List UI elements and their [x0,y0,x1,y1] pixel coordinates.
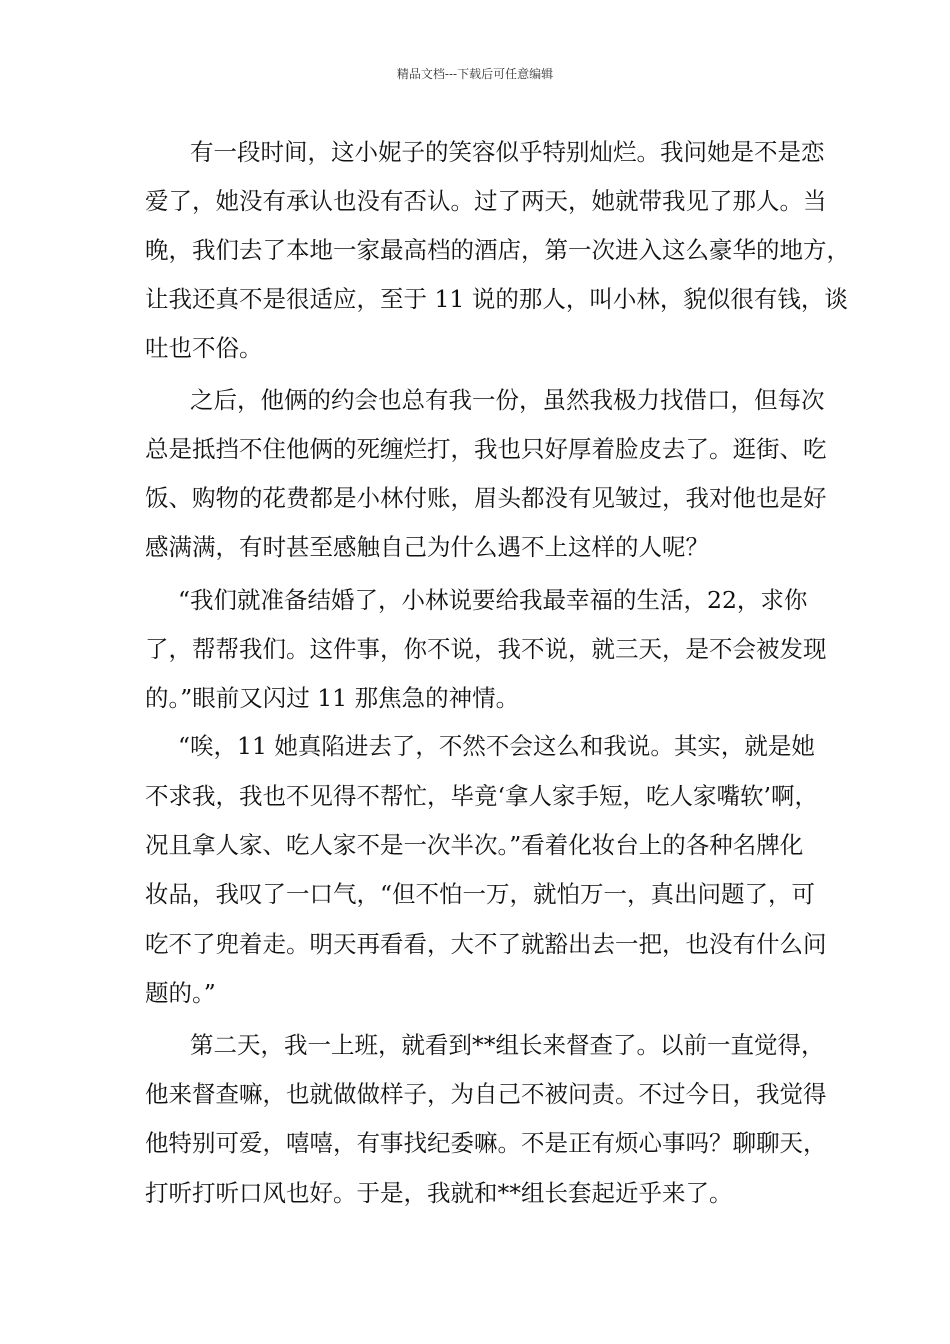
paragraph-line: 的。”眼前又闪过 11 那焦急的神情。 [145,684,520,712]
paragraph-line: 让我还真不是很适应，至于 11 说的那人，叫小林，貌似很有钱，谈 [145,285,848,313]
paragraph-line: 打听打听口风也好。于是，我就和**组长套起近乎来了。 [145,1179,733,1207]
paragraph-line: 他特别可爱，嘻嘻，有事找纪委嘛。不是正有烦心事吗？聊聊天， [145,1129,827,1157]
paragraph-line: 有一段时间，这小妮子的笑容似乎特别灿烂。我问她是不是恋 [190,138,825,166]
paragraph-line: 况且拿人家、吃人家不是一次半次。”看着化妆台上的各种名牌化 [145,831,804,859]
page-header: 精品文档---下载后可任意编辑 [396,67,554,81]
paragraph-line: 爱了，她没有承认也没有否认。过了两天，她就带我见了那人。当 [145,187,827,215]
paragraph-line: “唉，11 她真陷进去了，不然不会这么和我说。其实，就是她 [178,732,815,760]
paragraph-line: 题的。” [145,979,216,1007]
paragraph-line: 总是抵挡不住他俩的死缠烂打，我也只好厚着脸皮去了。逛街、吃 [145,435,827,463]
paragraph-line: 第二天，我一上班，就看到**组长来督查了。以前一直觉得， [190,1031,825,1059]
paragraph-line: 妆品，我叹了一口气，“但不怕一万，就怕万一，真出问题了，可 [145,880,816,908]
paragraph-line: 吃不了兜着走。明天再看看，大不了就豁出去一把，也没有什么问 [145,930,827,958]
paragraph-line: 他来督查嘛，也就做做样子，为自己不被问责。不过今日，我觉得 [145,1080,827,1108]
paragraph-line: “我们就准备结婚了，小林说要给我最幸福的生活，22，求你 [178,586,808,614]
paragraph-line: 吐也不俗。 [145,334,263,362]
paragraph-line: 饭、购物的花费都是小林付账，眉头都没有见皱过，我对他也是好 [145,484,827,512]
paragraph-line: 不求我，我也不见得不帮忙，毕竟‘拿人家手短，吃人家嘴软’啊， [145,782,818,810]
paragraph-line: 晚，我们去了本地一家最高档的酒店，第一次进入这么豪华的地方， [145,236,850,264]
paragraph-line: 了，帮帮我们。这件事，你不说，我不说，就三天，是不会被发现 [145,635,827,663]
paragraph-line: 感满满，有时甚至感触自己为什么遇不上这样的人呢？ [145,533,709,561]
paragraph-line: 之后，他俩的约会也总有我一份，虽然我极力找借口，但每次 [190,386,825,414]
